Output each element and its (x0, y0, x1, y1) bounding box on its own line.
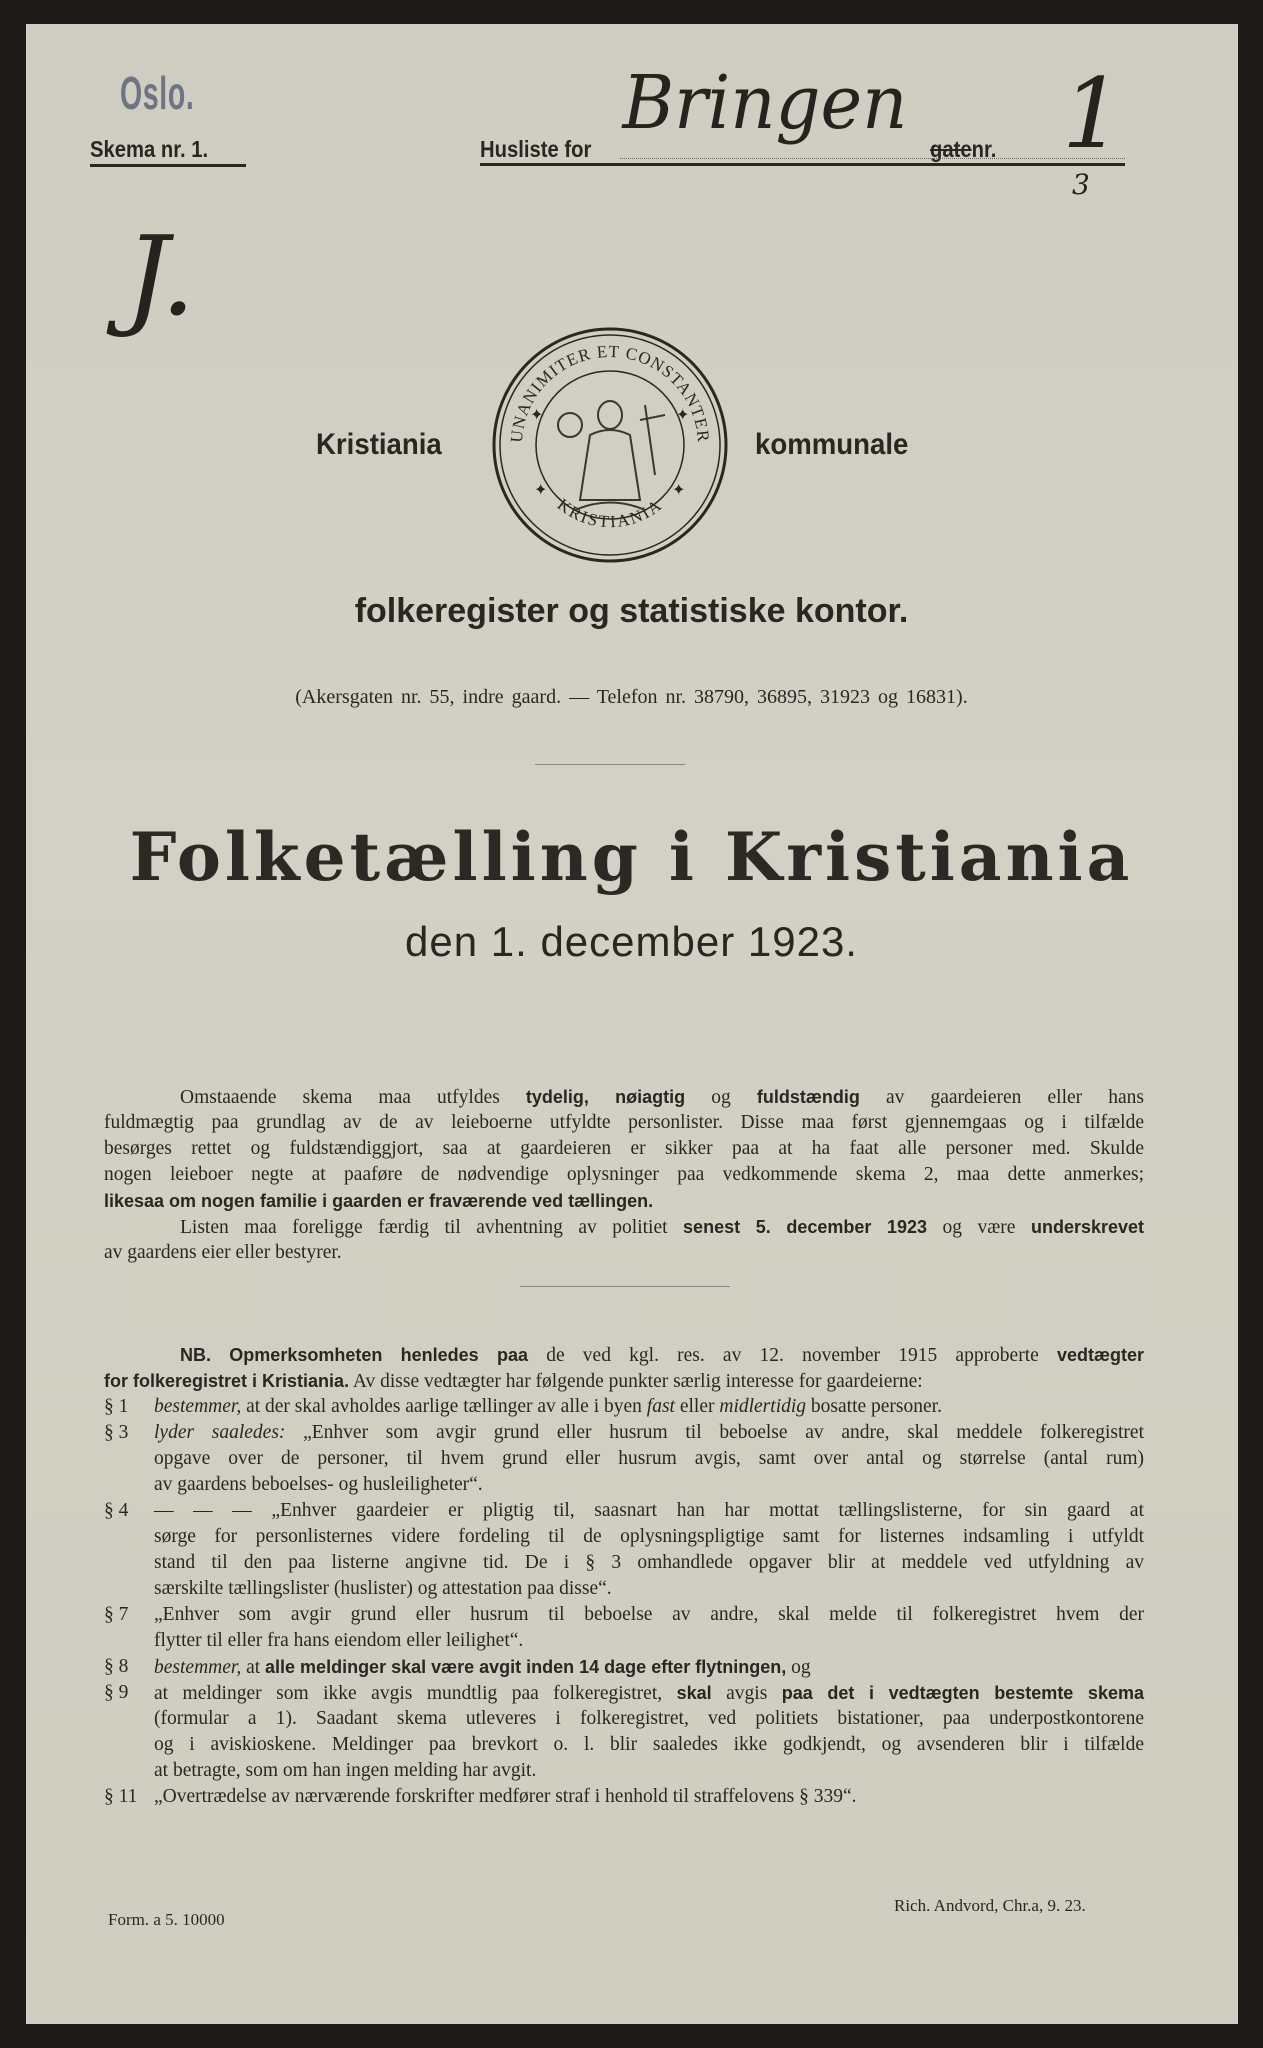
text-segment: de ved kgl. res. av 12. november 1915 approberte (528, 1345, 1057, 1366)
text-segment: senest 5. december 1923 (683, 1217, 928, 1237)
text-segment: skal (676, 1683, 712, 1703)
text-line (104, 1368, 1144, 1394)
regulation-section (104, 1654, 1144, 1680)
text-line (154, 1420, 1144, 1446)
text-segment: flytter til eller fra hans eiendom eller leilighet“. (154, 1630, 524, 1651)
text-segment: midlertidig (719, 1396, 807, 1417)
text-segment: bosatte personer. (806, 1396, 942, 1417)
instructions (104, 1084, 1144, 1266)
text-segment: særskilte tællingslister (huslister) og attestation paa disse“. (154, 1578, 612, 1599)
text-segment: bestemmer, (154, 1396, 242, 1417)
text-segment: at der skal avholdes aarlige tællinger av alle i byen (241, 1396, 647, 1417)
text-line (154, 1394, 1144, 1420)
section-mark: § 3 (104, 1422, 129, 1443)
text-segment: og (685, 1087, 757, 1108)
text-line (104, 1162, 1144, 1188)
section-mark: § 7 (104, 1604, 129, 1625)
text-segment: (formular a 1). Saadant skema utleveres i folkeregistret, ved politiets bistationer, paa underpostkontorene (154, 1708, 1144, 1729)
text-line (154, 1524, 1144, 1550)
form-number: Form. a 5. 10000 (108, 1910, 225, 1929)
handwritten-house-number: 1 (1062, 58, 1124, 170)
regulation-section (104, 1498, 1144, 1602)
text-segment: alle meldinger skal være avgit inden 14 dage efter flytningen, (265, 1657, 787, 1677)
fill-line (620, 158, 1125, 159)
text-line (154, 1654, 1144, 1680)
text-segment: og (786, 1657, 811, 1678)
seal-city: KRISTIANIA (553, 494, 667, 532)
handwritten-street-name: Bringen (622, 60, 908, 146)
text-line (154, 1550, 1144, 1576)
text-line (154, 1732, 1144, 1758)
text-segment: at meldinger som ikke avgis mundtlig paa folkeregistret, (154, 1683, 677, 1704)
text-segment: Listen maa foreligge færdig til avhentning av politiet (180, 1217, 684, 1238)
divider (520, 1286, 730, 1287)
office-address: (Akersgaten nr. 55, indre gaard. — Telefon nr. 38790, 36895, 31923 og 16831). (295, 686, 968, 708)
text-segment: fuldstændig (756, 1087, 860, 1107)
text-segment: Omstaaende skema maa utfyldes (180, 1087, 526, 1108)
text-segment: sørge for personlisternes videre fordeling til de oplysningspligtige samt for listernes indsamling i utfyldt (154, 1526, 1144, 1547)
text-segment: „Enhver som avgir grund eller husrum til beboelse av andre, skal meddele folkeregistret (285, 1422, 1144, 1443)
text-segment: tydelig, nøiagtig (525, 1087, 686, 1107)
text-segment: stand til den paa listerne angivne tid. De i § 3 omhandlede opgaver blir at meddele ved utfyldning av (154, 1552, 1144, 1573)
nr-label: nr. (971, 136, 997, 162)
text-line (154, 1706, 1144, 1732)
handwritten-initial: J. (125, 212, 196, 340)
nb-regulations (104, 1342, 1144, 1810)
text-segment: avgis (711, 1683, 782, 1704)
text-segment: paa det i vedtægten bestemte skema (781, 1683, 1144, 1703)
oslo-stamp: Oslo. (120, 67, 195, 119)
divider (535, 764, 685, 765)
divider (90, 164, 246, 167)
svg-text:✦: ✦ (676, 407, 690, 424)
text-segment: bestemmer, (154, 1657, 242, 1678)
regulation-section (104, 1602, 1144, 1654)
office-type: kommunale (755, 428, 909, 461)
text-line (154, 1498, 1144, 1524)
text-line (104, 1240, 1144, 1266)
svg-text:✦: ✦ (534, 482, 548, 499)
text-line (104, 1136, 1144, 1162)
handwritten-subnumber: 3 (1072, 168, 1090, 201)
text-segment: nogen leieboer negte at paaføre de nødvendige oplysninger paa vedkommende skema 2, maa dette anmerkes; (104, 1164, 1144, 1185)
text-line (154, 1576, 1144, 1602)
text-line (104, 1110, 1144, 1136)
text-segment: at (241, 1657, 266, 1678)
printer-credit: Rich. Andvord, Chr.a, 9. 23. (894, 1896, 1086, 1915)
text-line (154, 1446, 1144, 1472)
text-segment: „Enhver som avgir grund eller husrum til beboelse av andre, skal melde til folkeregistret hvem der (154, 1604, 1144, 1625)
city-seal (490, 325, 730, 565)
text-segment: Av disse vedtægter har følgende punkter særlig interesse for gaardeierne: (349, 1371, 923, 1392)
seal-motto: UNANIMITER ET CONSTANTER (506, 341, 714, 444)
text-segment: lyder saaledes: (154, 1422, 286, 1443)
document-date: den 1. december 1923. (405, 918, 858, 965)
text-line (154, 1758, 1144, 1784)
section-mark: § 8 (104, 1656, 129, 1677)
text-segment: av gaardens beboelses- og husleiligheter“. (154, 1474, 483, 1495)
text-segment: eller (674, 1396, 720, 1417)
regulation-section (104, 1420, 1144, 1498)
text-line (154, 1680, 1144, 1706)
text-segment: og være (927, 1217, 1031, 1238)
text-segment: opgave over de personer, til hvem grund eller husrum avgis, samt over antal og størrelse (antal rum) (154, 1448, 1144, 1469)
text-segment: fuldmægtig paa grundlag av de av leieboerne utfyldte personlister. Disse maa først gjennemgaas og i tilfælde (104, 1112, 1144, 1133)
text-segment: „Overtrædelse av nærværende forskrifter medfører straf i henhold til straffelovens § 339“. (154, 1786, 857, 1807)
text-line (104, 1214, 1144, 1240)
text-segment: at betragte, som om han ingen melding har avgit. (154, 1760, 537, 1781)
text-line (104, 1084, 1144, 1110)
text-line (154, 1784, 1144, 1810)
office-name: folkeregister og statistiske kontor. (354, 592, 909, 630)
divider (480, 163, 1125, 166)
text-segment: fast (646, 1396, 675, 1417)
text-segment: vedtægter (1056, 1345, 1145, 1365)
husliste-label: Husliste for (480, 136, 592, 162)
text-segment: og i aviskioskene. Meldinger paa brevkort o. l. blir saaledes ikke godkjendt, og avsenderen blir i tilfælde (154, 1734, 1144, 1755)
text-segment: underskrevet (1030, 1217, 1145, 1237)
skema-number: Skema nr. 1. (90, 136, 209, 162)
text-line (104, 1188, 1144, 1214)
text-line (154, 1602, 1144, 1628)
svg-text:✦: ✦ (530, 407, 544, 424)
regulation-section (104, 1680, 1144, 1784)
text-segment: — — — „Enhver gaardeier er pligtig til, saasnart han har mottat tællingslisterne, for sin gaard at (154, 1500, 1144, 1521)
document-title: Folketælling i Kristiania (129, 818, 1134, 896)
text-line (154, 1472, 1144, 1498)
text-segment: besørges rettet og fuldstændiggjort, saa at gaardeieren er sikker paa at ha faat alle personer med. Skulde (104, 1138, 1144, 1159)
text-segment: NB. Opmerksomheten henledes paa (180, 1345, 529, 1365)
regulation-section (104, 1784, 1144, 1810)
text-line (154, 1628, 1144, 1654)
section-mark: § 4 (104, 1500, 129, 1521)
text-segment: for folkeregistret i Kristiania. (104, 1371, 350, 1391)
office-city: Kristiania (316, 428, 442, 461)
regulation-section (104, 1394, 1144, 1420)
text-segment: av gaardens eier eller bestyrer. (104, 1242, 342, 1263)
text-segment: av gaardeieren eller hans (859, 1087, 1145, 1108)
gate-struck-label: gate (930, 136, 972, 162)
text-line (104, 1342, 1144, 1368)
svg-text:✦: ✦ (672, 482, 686, 499)
section-mark: § 9 (104, 1682, 129, 1703)
text-segment: likesaa om nogen familie i gaarden er fraværende ved tællingen. (104, 1191, 654, 1211)
section-mark: § 11 (104, 1786, 138, 1807)
section-mark: § 1 (104, 1396, 129, 1417)
